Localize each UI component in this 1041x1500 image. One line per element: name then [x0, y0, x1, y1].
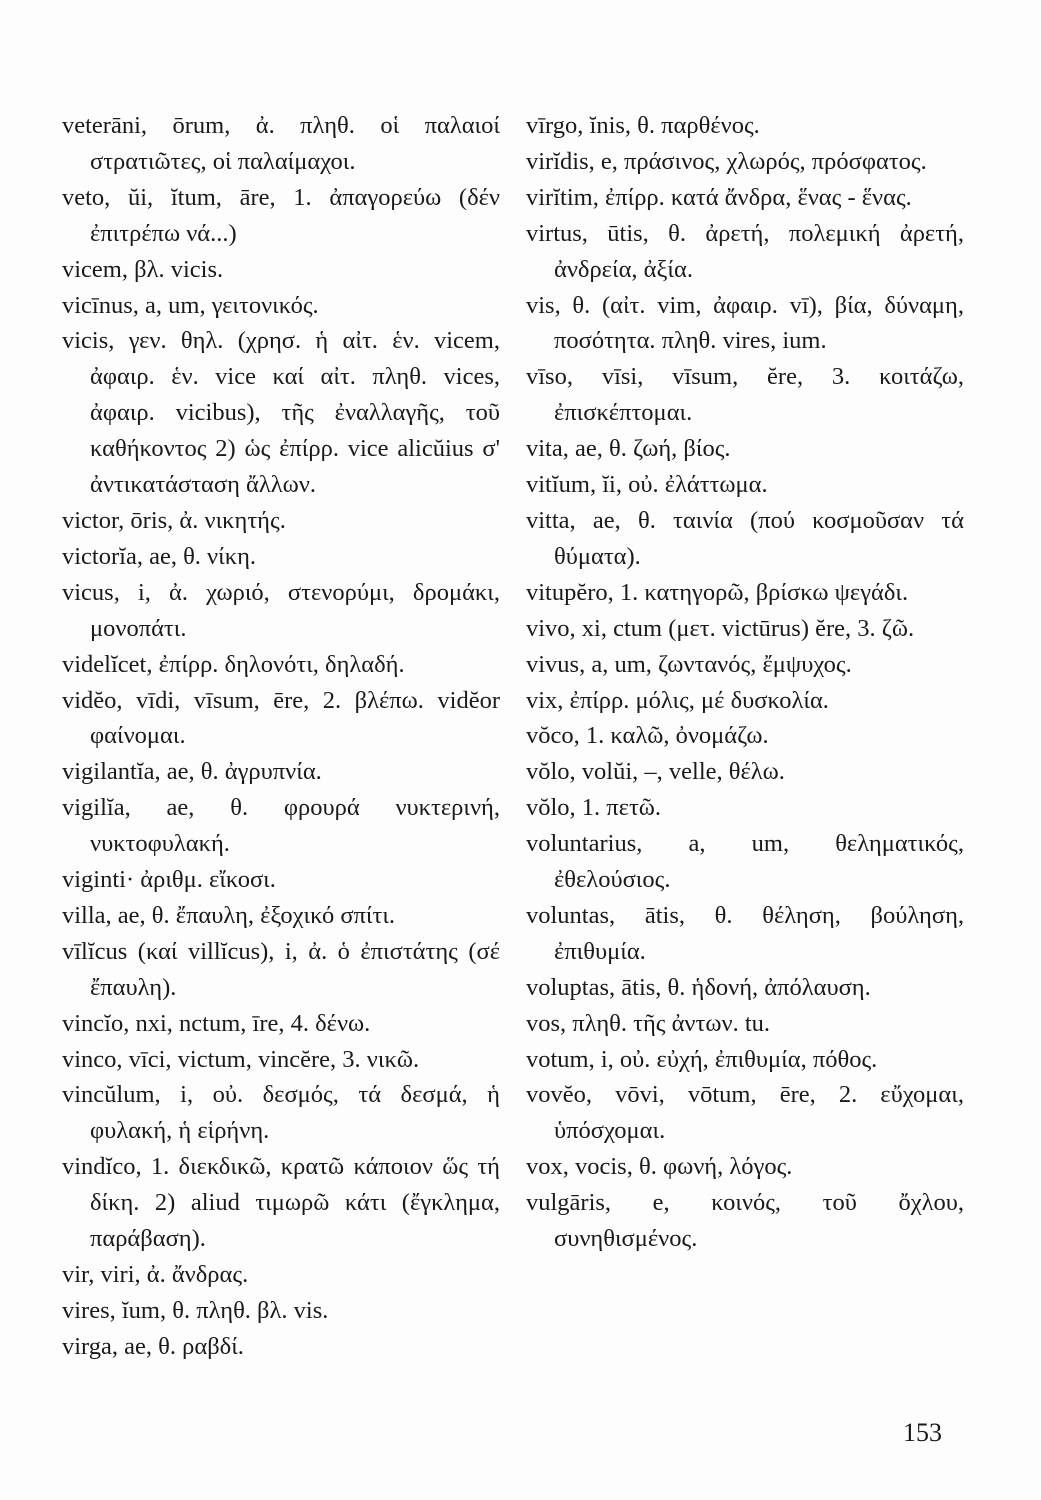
entry-vincio: vincĭo, nxi, nctum, īre, 4. δένω. [62, 1009, 371, 1037]
entry-virgo: vīrgo, ĭnis, θ. παρθένος. [526, 112, 760, 139]
entry-viritim: virĭtim, ἐπίρρ. κατά ἄνδρα, ἕνας - ἕνας. [526, 183, 912, 211]
page-number: 153 [903, 1418, 942, 1447]
entry-voco: vŏco, 1. καλῶ, ὀνομάζω. [526, 722, 769, 750]
entry-voluntas: voluntas, ātis, θ. θέληση, βούληση, ἐπιθυμία. [526, 901, 964, 965]
entry-virga: virga, ae, θ. ραβδί. [62, 1332, 244, 1360]
entry-victor: victor, ōris, ἀ. νικητής. [62, 506, 286, 534]
entry-veto: veto, ŭi, ĭtum, āre, 1. ἀπαγορεύω (δέν ἐπιτρέπω νά...) [62, 183, 500, 247]
entry-viginti: viginti· ἀριθμ. εἴκοσι. [62, 866, 276, 894]
right-column [526, 108, 964, 1257]
left-column [62, 108, 500, 1365]
entry-vix: vix, ἐπίρρ. μόλις, μέ δυσκολία. [526, 686, 829, 714]
entry-vitium: vitĭum, ĭi, οὐ. ἐλάττωμα. [526, 471, 768, 499]
entry-vigilantia: vigilantĭa, ae, θ. ἀγρυπνία. [62, 758, 322, 786]
entry-vilicus: vīlĭcus (καί villĭcus), i, ἀ. ὁ ἐπιστάτης (σέ ἔπαυλη). [62, 937, 500, 1001]
entry-videlicet: videlĭcet, ἐπίρρ. δηλονότι, δηλαδή. [62, 650, 405, 678]
entry-veterani: veterāni, ōrum, ἀ. πληθ. οἱ παλαιοί στρατιῶτες, οἱ παλαίμαχοι. [62, 112, 500, 175]
entry-vicus: vicus, i, ἀ. χωριό, στενορύμι, δρομάκι, μονοπάτι. [62, 578, 500, 642]
entry-vulgaris: vulgāris, e, κοινός, τοῦ ὄχλου, συνηθισμένος. [526, 1189, 964, 1253]
entry-vicem: vicem, βλ. vicis. [62, 255, 224, 283]
entry-vox: vox, vocis, θ. φωνή, λόγος. [526, 1153, 793, 1181]
entry-voveo: vovĕo, vōvi, vōtum, ēre, 2. εὔχομαι, ὑπόσχομαι. [526, 1081, 964, 1145]
entry-vos: vos, πληθ. τῆς ἀντων. tu. [526, 1009, 770, 1037]
entry-virtus: virtus, ūtis, θ. ἀρετή, πολεμική ἀρετή, ἀνδρεία, ἀξία. [526, 219, 964, 283]
entry-victoria: victorĭa, ae, θ. νίκη. [62, 542, 257, 570]
entry-vinculum: vincŭlum, i, οὐ. δεσμός, τά δεσμά, ἡ φυλακή, ἡ εἱρήνη. [62, 1081, 500, 1145]
entry-vitupero: vitupĕro, 1. κατηγορῶ, βρίσκω ψεγάδι. [526, 578, 909, 606]
entry-volo-fly: vŏlo, 1. πετῶ. [526, 794, 662, 822]
entry-voluntarius: voluntarius, a, um, θεληματικός, ἐθελούσιος. [526, 830, 964, 894]
entry-vir: vir, viri, ἀ. ἄνδρας. [62, 1261, 249, 1288]
entry-vivus: vivus, a, um, ζωντανός, ἔμψυχος. [526, 650, 852, 678]
entry-vires: vires, ĭum, θ. πληθ. βλ. vis. [62, 1296, 329, 1324]
entry-vicis: vicis, γεν. θηλ. (χρησ. ἡ αἰτ. ἑν. vicem, ἀφαιρ. ἑν. vice καί αἰτ. πληθ. vices, ἀφαιρ. vicibus), τῆς ἐναλλαγῆς, τοῦ καθήκοντος 2) ὡς ἐπίρρ. vice alicŭius σ' ἀντικατάσταση ἄλλων. [62, 327, 500, 499]
entry-vigilia: vigilĭa, ae, θ. φρουρά νυκτερινή, νυκτοφυλακή. [62, 794, 500, 858]
entry-voluptas: voluptas, ātis, θ. ἡδονή, ἀπόλαυση. [526, 973, 871, 1001]
entry-vivo: vivo, xi, ctum (μετ. victūrus) ĕre, 3. ζῶ. [526, 614, 915, 642]
entry-vitta: vitta, ae, θ. ταινία (πού κοσμοῦσαν τά θύματα). [526, 506, 964, 570]
entry-vinco: vinco, vīci, victum, vincĕre, 3. νικῶ. [62, 1045, 420, 1073]
entry-vis: vis, θ. (αἰτ. vim, ἀφαιρ. vī), βία, δύναμη, ποσότητα. πληθ. vires, ium. [526, 291, 964, 355]
entry-votum: votum, i, οὐ. εὐχή, ἐπιθυμία, πόθος. [526, 1045, 878, 1073]
entry-volo-want: vŏlo, volŭi, –, velle, θέλω. [526, 758, 785, 786]
entry-villa: villa, ae, θ. ἔπαυλη, ἐξοχικό σπίτι. [62, 901, 396, 929]
entry-viso: vīso, vīsi, vīsum, ĕre, 3. κοιτάζω, ἐπισκέπτομαι. [526, 363, 964, 427]
entry-viridis: virĭdis, e, πράσινος, χλωρός, πρόσφατος. [526, 147, 927, 175]
entry-vindico: vindĭco, 1. διεκδικῶ, κρατῶ κάποιον ὥς τή δίκη. 2) aliud τιμωρῶ κάτι (ἔγκλημα, παράβαση). [62, 1153, 500, 1253]
entry-vita: vita, ae, θ. ζωή, βίος. [526, 435, 731, 463]
entry-video: vidĕo, vīdi, vīsum, ēre, 2. βλέπω. vidĕor φαίνομαι. [62, 686, 500, 750]
entry-vicinus: vicīnus, a, um, γειτονικός. [62, 291, 319, 319]
